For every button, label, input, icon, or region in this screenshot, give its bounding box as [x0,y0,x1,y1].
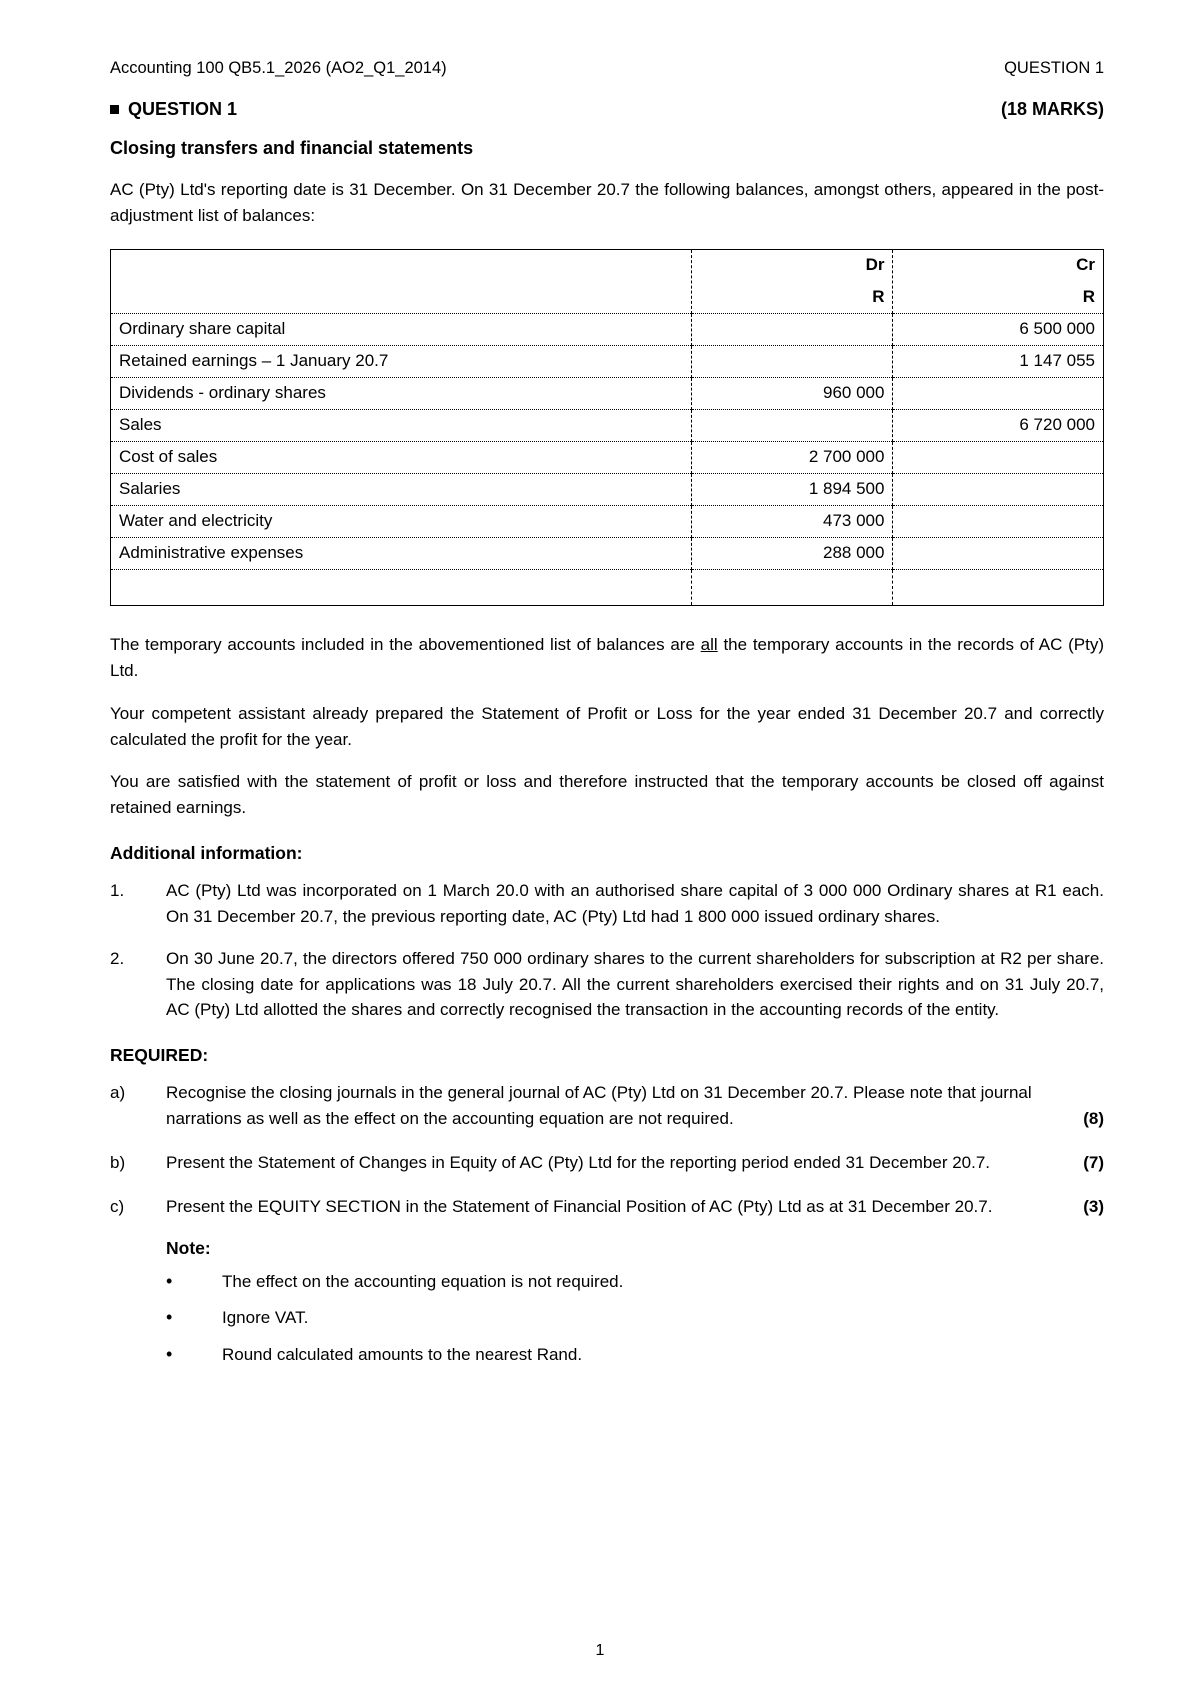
balances-table [110,249,1104,606]
table-row-blank [111,570,1104,606]
cell-description: Ordinary share capital [111,314,692,346]
header-right-text: QUESTION 1 [1004,59,1104,77]
note-item-text: Round calculated amounts to the nearest Rand. [222,1344,583,1364]
page-footer [0,1642,1200,1660]
list-item-marker: 2. [110,948,125,968]
list-item-text: On 30 June 20.7, the directors offered 750 000 ordinary shares to the current shareholders for subscription at R2 per share. The closing date for applications was 18 July 20.7. All the current shareholders exercised their rights and on 31 July 20.7, AC (Pty) Ltd allotted the shares and correctly recognised the transaction in the accounting records of the entity. [166,948,1104,1020]
cell-dr: 960 000 [691,378,893,410]
cell-description: Salaries [111,474,692,506]
cell-dr [691,410,893,442]
required-item-text: Present the Statement of Changes in Equity of AC (Pty) Ltd for the reporting period ended 31 December 20.7. [166,1152,991,1172]
note-list-item [166,1342,1104,1368]
document-header [110,58,1104,79]
table-row [111,346,1104,378]
paragraph-part-before: The temporary accounts included in the abovementioned list of balances are [110,635,701,655]
column-header-dr: Dr R [691,250,893,314]
note-item-text: The effect on the accounting equation is not required. [222,1271,624,1291]
cell-description: Sales [111,410,692,442]
required-item [110,1080,1104,1132]
required-item-body [166,1080,1104,1132]
question-title-row [110,99,1104,120]
cell-dr [691,570,893,606]
instruction-paragraph: You are satisfied with the statement of profit or loss and therefore instructed that the temporary accounts be closed off against retained earnings. [110,772,1104,818]
column-header-cr: Cr R [893,250,1104,314]
cell-cr [893,378,1104,410]
note-list-item [166,1305,1104,1331]
bullet-icon: • [166,1307,173,1328]
column-header-cr-currency: R [1082,287,1095,307]
required-item [110,1194,1104,1220]
cell-dr: 288 000 [691,538,893,570]
required-item-marker: b) [110,1152,126,1172]
list-item [110,946,1104,1023]
cell-cr [893,570,1104,606]
column-header-dr-currency: R [872,287,885,307]
cell-description: Retained earnings – 1 January 20.7 [111,346,692,378]
cell-dr: 1 894 500 [691,474,893,506]
list-item-marker: 1. [110,881,125,901]
note-list-item [166,1269,1104,1295]
cell-description [111,570,692,606]
table-header-row [111,250,1104,314]
table-row [111,314,1104,346]
required-item-marks: (7) [1083,1152,1104,1172]
note-item-text: Ignore VAT. [222,1308,309,1328]
cell-cr: 6 500 000 [893,314,1104,346]
note-title: Note: [166,1237,211,1258]
required-heading: REQUIRED: [110,1045,209,1066]
balances-table-body [111,314,1104,606]
balances-table-head [111,250,1104,314]
required-item [110,1150,1104,1176]
required-item-marker: c) [110,1196,125,1216]
table-row [111,378,1104,410]
required-item-marks: (3) [1083,1196,1104,1216]
bullet-icon: • [166,1270,173,1291]
list-item-text: AC (Pty) Ltd was incorporated on 1 March 20.0 with an authorised share capital of 3 000 000 Ordinary shares at R1 each. On 31 December 20.7, the previous reporting date, AC (Pty) Ltd had 1 800 000 issued ordinary shares. [166,881,1104,926]
cell-dr: 473 000 [691,506,893,538]
table-row [111,506,1104,538]
cell-dr [691,314,893,346]
cell-cr [893,506,1104,538]
page-title: QUESTION 1 [128,99,238,120]
table-row [111,474,1104,506]
note-block [166,1238,1104,1368]
cell-cr [893,442,1104,474]
required-item-body [166,1194,1104,1220]
cell-description: Administrative expenses [111,538,692,570]
bullet-icon: • [166,1343,173,1364]
assistant-paragraph: Your competent assistant already prepared the Statement of Profit or Loss for the year ended 31 December 20.7 and correctly calculated the profit for the year. [110,703,1104,749]
additional-information-heading: Additional information: [110,843,303,864]
table-row [111,410,1104,442]
cell-cr [893,538,1104,570]
paragraph-part-after: the temporary accounts in the records of AC (Pty) Ltd. [110,635,1104,680]
required-item-text: Recognise the closing journals in the general journal of AC (Pty) Ltd on 31 December 20.7. Please note that journal narrations as well as the effect on the accounting equation are not required. [166,1083,1032,1129]
cell-cr [893,474,1104,506]
list-item [110,878,1104,930]
cell-dr [691,346,893,378]
required-item-text: Present the EQUITY SECTION in the Statement of Financial Position of AC (Pty) Ltd as at 31 December 20.7. [166,1196,993,1216]
square-bullet-icon [110,105,119,114]
cell-description: Cost of sales [111,442,692,474]
temporary-accounts-paragraph [110,632,1104,684]
cell-description: Dividends - ordinary shares [111,378,692,410]
required-item-body [166,1150,1104,1176]
column-header-description [111,250,692,314]
cell-description: Water and electricity [111,506,692,538]
required-item-marks: (8) [1083,1109,1104,1129]
cell-dr: 2 700 000 [691,442,893,474]
table-row [111,538,1104,570]
intro-paragraph: AC (Pty) Ltd's reporting date is 31 December. On 31 December 20.7 the following balances, amongst others, appeared in the post-adjustment list of balances: [110,180,1104,226]
header-left-text: Accounting 100 QB5.1_2026 (AO2_Q1_2014) [110,59,447,77]
cell-cr: 6 720 000 [893,410,1104,442]
question-marks: (18 MARKS) [1000,99,1104,120]
paragraph-emphasis-all: all [700,635,718,655]
table-row [111,442,1104,474]
question-subtitle: Closing transfers and financial statements [110,138,474,159]
required-item-marker: a) [110,1083,126,1103]
cell-cr: 1 147 055 [893,346,1104,378]
page-number: 1 [595,1642,605,1659]
